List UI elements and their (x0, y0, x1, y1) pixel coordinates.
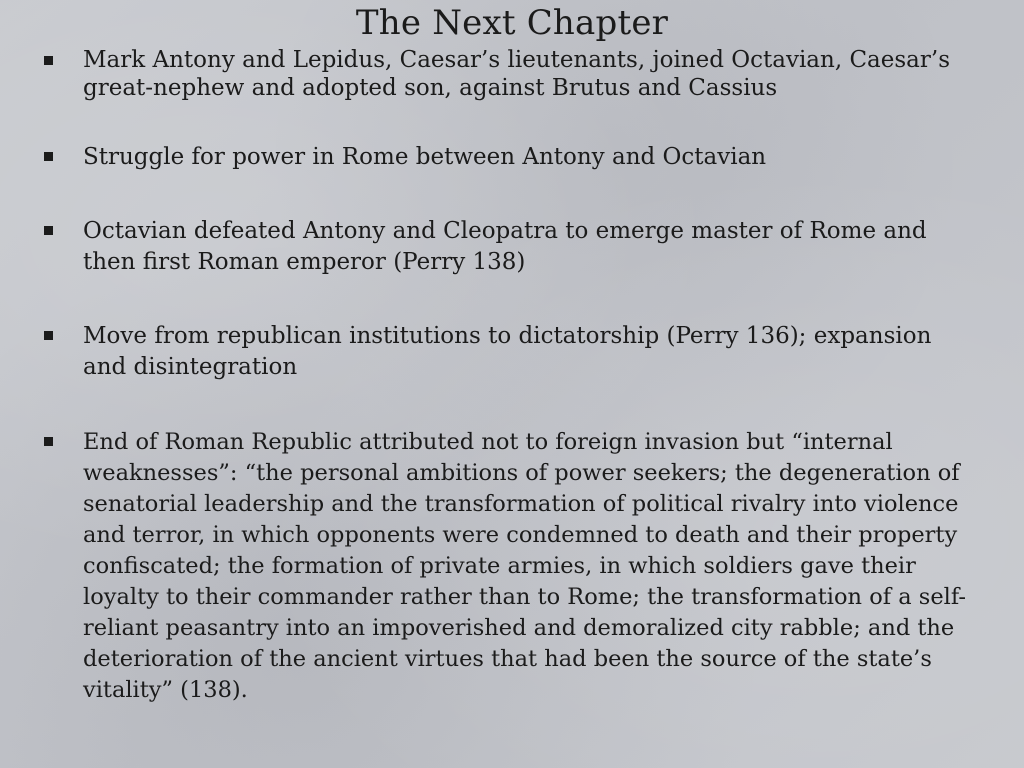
bullet-item (44, 142, 980, 173)
square-bullet-icon (44, 331, 53, 340)
bullet-item (44, 427, 980, 706)
bullet-item (44, 46, 980, 102)
square-bullet-icon (44, 56, 53, 65)
bullet-item (44, 321, 980, 383)
bullet-item (44, 216, 980, 278)
bullet-text: Octavian defeated Antony and Cleopatra to emerge master of Rome and then first Roman emperor (Perry 138) (83, 218, 927, 275)
bullet-text: Struggle for power in Rome between Antony and Octavian (83, 144, 767, 170)
square-bullet-icon (44, 152, 53, 161)
square-bullet-icon (44, 437, 53, 446)
bullet-text: End of Roman Republic attributed not to foreign invasion but “internal weaknesses”: “the personal ambitions of power seekers; the degeneration of senatorial leadership and the transformation of political rivalry into violence and terror, in which opponents were condemned to death and their property confiscated; the formation of private armies, in which soldiers gave their loyalty to their commander rather than to Rome; the transformation of a self-reliant peasantry into an impoverished and demoralized city rabble; and the deterioration of the ancient virtues that had been the source of the state’s vitality” (138). (83, 429, 966, 703)
bullet-text: Mark Antony and Lepidus, Caesar’s lieutenants, joined Octavian, Caesar’s great-nephew and adopted son, against Brutus and Cassius (83, 47, 951, 101)
bullet-text: Move from republican institutions to dictatorship (Perry 136); expansion and disintegration (83, 323, 932, 380)
square-bullet-icon (44, 226, 53, 235)
slide-title: The Next Chapter (355, 3, 669, 43)
